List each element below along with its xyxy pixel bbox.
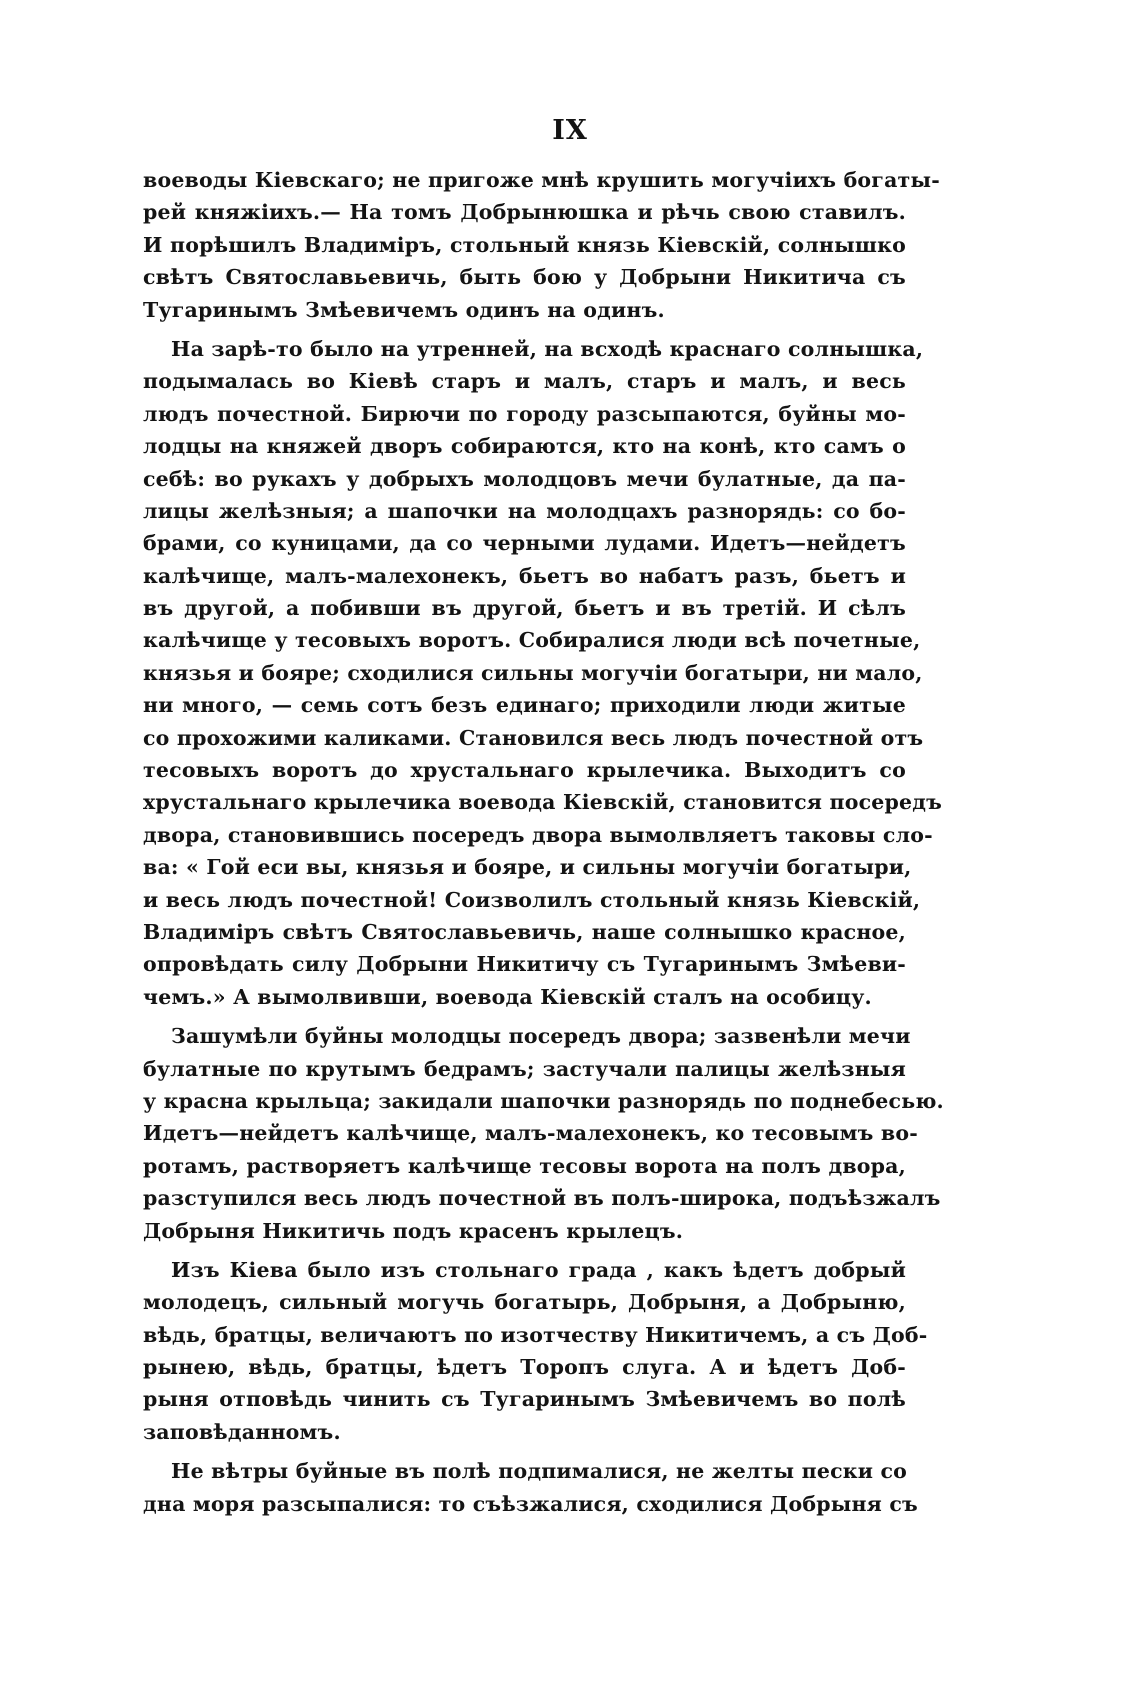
text-line: калѣчище, малъ-малехонекъ, бьетъ во набатъ разъ, бьетъ и xyxy=(143,563,906,588)
text-line: булатные по крутымъ бедрамъ; застучали палицы желѣзныя xyxy=(143,1056,906,1081)
text-line: ни много, — семь сотъ безъ единаго; приходили люди житые xyxy=(143,693,906,718)
text-line: вѣдь, братцы, величаютъ по изотчеству Никитичемъ, а съ Доб- xyxy=(143,1322,928,1347)
text-line: людъ почестной. Бирючи по городу разсыпаются, буйны мо- xyxy=(143,401,906,426)
text-line: брами, со куницами, да со черными лудами. Идетъ—нейдетъ xyxy=(143,531,906,556)
text-line: чемъ.» А вымолвивши, воевода Кіевскій сталъ на особицу. xyxy=(143,984,872,1009)
text-line: калѣчище у тесовыхъ воротъ. Собиралися люди всѣ почетные, xyxy=(143,628,921,653)
text-line: Не вѣтры буйные въ полѣ подпималися, не желты пески со xyxy=(171,1459,908,1484)
paragraph-3 xyxy=(143,1020,944,1247)
body-text xyxy=(143,164,944,1520)
text-line: Изъ Кіева было изъ стольнаго града , какъ ѣдетъ добрый xyxy=(171,1257,906,1282)
text-line: со прохожими каликами. Становился весь людъ почестной отъ xyxy=(143,725,924,750)
text-line: лодцы на княжей дворъ собираются, кто на конѣ, кто самъ о xyxy=(143,434,906,459)
text-line: въ другой, а побивши въ другой, бьетъ и въ третій. И сѣлъ xyxy=(143,596,906,621)
text-line: Зашумѣли буйны молодцы посередъ двора; зазвенѣли мечи xyxy=(171,1024,911,1049)
text-line: ротамъ, растворяетъ калѣчище тесовы ворота на полъ двора, xyxy=(143,1153,906,1178)
text-line: воеводы Кіевскаго; не пригоже мнѣ крушить могучіихъ богаты- xyxy=(143,168,940,192)
text-line: Идетъ—нейдетъ калѣчище, малъ-малехонекъ, ко тесовымъ во- xyxy=(143,1121,918,1146)
text-line: свѣтъ Святославьевичь, быть бою у Добрыни Никитича съ xyxy=(143,265,906,290)
text-line: Добрыня Никитичь подъ красенъ крылецъ. xyxy=(143,1218,684,1243)
text-line: рыня отповѣдь чинить съ Тугаринымъ Змѣевичемъ во полѣ xyxy=(143,1387,906,1412)
text-line: и весь людъ почестной! Соизволилъ стольный князь Кіевскій, xyxy=(143,887,921,912)
text-line: разступился весь людъ почестной въ полъ-широка, подъѣзжалъ xyxy=(143,1186,941,1211)
paragraph-4 xyxy=(143,1254,928,1448)
text-line: двора, становившись посередъ двора вымолвляетъ таковы сло- xyxy=(143,822,933,847)
paragraph-1 xyxy=(143,164,940,326)
text-line: рей княжіихъ.— На томъ Добрынюшка и рѣчь свою ставилъ. xyxy=(143,200,906,225)
text-line: ва: « Гой еси вы, князья и бояре, и сильны могучіи богатыри, xyxy=(143,855,912,880)
text-line: И порѣшилъ Владиміръ, стольный князь Кіевскій, солнышко xyxy=(143,232,906,257)
text-line: Тугаринымъ Змѣевичемъ одинъ на одинъ. xyxy=(143,297,665,322)
text-line: себѣ: во рукахъ у добрыхъ молодцовъ мечи булатные, да па- xyxy=(143,466,906,491)
text-line: дна моря разсыпалися: то съѣзжалися, сходилися Добрыня съ xyxy=(143,1491,918,1516)
text-line: князья и бояре; сходилися сильны могучіи богатыри, ни мало, xyxy=(143,660,923,685)
text-line: молодецъ, сильный могучь богатырь, Добрыня, а Добрыню, xyxy=(143,1290,906,1315)
text-line: подымалась во Кіевѣ старъ и малъ, старъ и малъ, и весь xyxy=(143,369,906,394)
text-line: лицы желѣзныя; а шапочки на молодцахъ разнорядь: со бо- xyxy=(143,498,906,523)
text-line: рынею, вѣдь, братцы, ѣдетъ Торопъ слуга. А и ѣдетъ Доб- xyxy=(143,1355,906,1380)
paragraph-2 xyxy=(143,333,943,1013)
page-number: IX xyxy=(552,115,588,146)
text-line: тесовыхъ воротъ до хрустальнаго крылечика. Выходитъ со xyxy=(143,758,906,783)
text-line: хрустальнаго крылечика воевода Кіевскій, становится посередъ xyxy=(143,790,943,815)
text-line: опровѣдать силу Добрыни Никитичу съ Тугаринымъ Змѣеви- xyxy=(143,952,906,977)
text-line: у красна крыльца; закидали шапочки разнорядь по поднебесью. xyxy=(143,1088,944,1113)
text-line: Владиміръ свѣтъ Святославьевичь, наше солнышко красное, xyxy=(143,919,906,944)
text-line: На зарѣ-то было на утренней, на всходѣ краснаго солнышка, xyxy=(171,336,924,361)
paragraph-5 xyxy=(143,1455,918,1520)
text-line: заповѣданномъ. xyxy=(143,1419,341,1444)
